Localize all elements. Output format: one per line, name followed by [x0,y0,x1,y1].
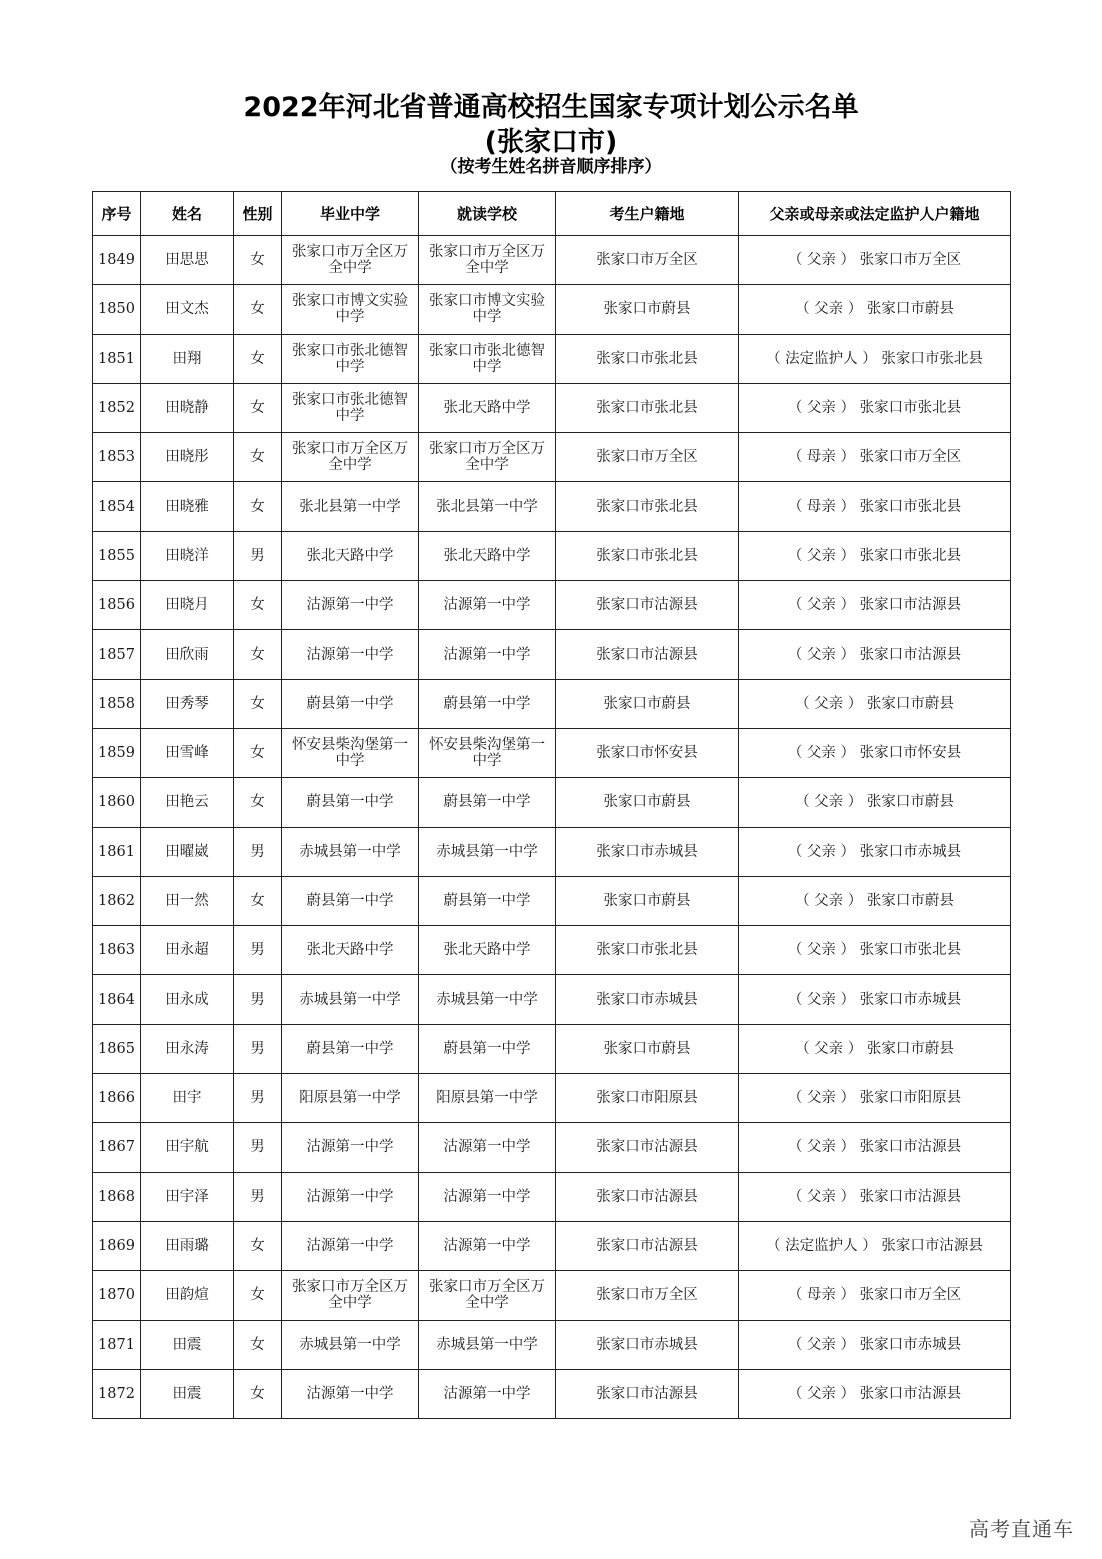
row-index: 1850 [93,285,141,334]
gender: 男 [234,975,282,1024]
gender: 女 [234,1320,282,1369]
graduation-school: 沽源第一中学 [282,581,419,630]
household-registration: 张家口市赤城县 [556,1320,739,1369]
table-row [93,728,1011,777]
gender: 女 [234,285,282,334]
graduation-school: 怀安县柴沟堡第一中学 [282,728,419,777]
gender: 女 [234,433,282,482]
graduation-school: 蔚县第一中学 [282,876,419,925]
current-school: 沽源第一中学 [419,581,556,630]
current-school: 沽源第一中学 [419,1123,556,1172]
graduation-school: 蔚县第一中学 [282,679,419,728]
gender: 女 [234,334,282,383]
current-school: 张北天路中学 [419,926,556,975]
gender: 男 [234,1172,282,1221]
row-index: 1852 [93,383,141,432]
student-name: 田雪峰 [141,728,234,777]
graduation-school: 张北县第一中学 [282,482,419,531]
header-household-registration: 考生户籍地 [556,192,739,236]
table-row [93,433,1011,482]
household-registration: 张家口市蔚县 [556,778,739,827]
table-row [93,531,1011,580]
row-index: 1849 [93,236,141,285]
household-registration: 张家口市沽源县 [556,1123,739,1172]
graduation-school: 沽源第一中学 [282,630,419,679]
guardian-registration: （ 父亲 ） 张家口市沽源县 [739,581,1011,630]
table-row [93,581,1011,630]
graduation-school: 张北天路中学 [282,926,419,975]
guardian-registration: （ 父亲 ） 张家口市赤城县 [739,975,1011,1024]
table-row [93,679,1011,728]
current-school: 沽源第一中学 [419,1369,556,1418]
table-row [93,285,1011,334]
student-name: 田晓彤 [141,433,234,482]
row-index: 1860 [93,778,141,827]
student-name: 田一然 [141,876,234,925]
guardian-registration: （ 父亲 ） 张家口市蔚县 [739,679,1011,728]
household-registration: 张家口市阳原县 [556,1074,739,1123]
graduation-school: 阳原县第一中学 [282,1074,419,1123]
gender: 男 [234,531,282,580]
row-index: 1856 [93,581,141,630]
student-name: 田翔 [141,334,234,383]
row-index: 1858 [93,679,141,728]
table-row [93,778,1011,827]
household-registration: 张家口市蔚县 [556,285,739,334]
graduation-school: 张家口市万全区万全中学 [282,1271,419,1320]
student-name: 田永涛 [141,1024,234,1073]
guardian-registration: （ 父亲 ） 张家口市张北县 [739,926,1011,975]
row-index: 1868 [93,1172,141,1221]
roster-table [92,191,1011,1419]
current-school: 张家口市万全区万全中学 [419,236,556,285]
student-name: 田震 [141,1369,234,1418]
household-registration: 张家口市蔚县 [556,1024,739,1073]
guardian-registration: （ 父亲 ） 张家口市怀安县 [739,728,1011,777]
gender: 女 [234,728,282,777]
household-registration: 张家口市张北县 [556,334,739,383]
sort-note: （按考生姓名拼音顺序排序） [440,157,662,177]
row-index: 1867 [93,1123,141,1172]
student-name: 田晓雅 [141,482,234,531]
gender: 女 [234,1271,282,1320]
household-registration: 张家口市沽源县 [556,1221,739,1270]
household-registration: 张家口市张北县 [556,531,739,580]
guardian-registration: （ 父亲 ） 张家口市沽源县 [739,1123,1011,1172]
gender: 男 [234,1024,282,1073]
household-registration: 张家口市万全区 [556,1271,739,1320]
household-registration: 张家口市沽源县 [556,581,739,630]
table-row [93,876,1011,925]
student-name: 田雨璐 [141,1221,234,1270]
table-header-row [93,192,1011,236]
guardian-registration: （ 法定监护人 ） 张家口市沽源县 [739,1221,1011,1270]
guardian-registration: （ 父亲 ） 张家口市沽源县 [739,1172,1011,1221]
household-registration: 张家口市赤城县 [556,827,739,876]
document-subtitle: (张家口市) [484,127,618,158]
graduation-school: 蔚县第一中学 [282,778,419,827]
guardian-registration: （ 父亲 ） 张家口市张北县 [739,383,1011,432]
current-school: 张家口市博文实验中学 [419,285,556,334]
row-index: 1851 [93,334,141,383]
household-registration: 张家口市沽源县 [556,630,739,679]
current-school: 张北天路中学 [419,383,556,432]
current-school: 赤城县第一中学 [419,827,556,876]
graduation-school: 张家口市万全区万全中学 [282,433,419,482]
student-name: 田永成 [141,975,234,1024]
gender: 男 [234,1074,282,1123]
guardian-registration: （ 母亲 ） 张家口市张北县 [739,482,1011,531]
household-registration: 张家口市赤城县 [556,975,739,1024]
table-row [93,236,1011,285]
household-registration: 张家口市怀安县 [556,728,739,777]
table-row [93,1172,1011,1221]
student-name: 田秀琴 [141,679,234,728]
household-registration: 张家口市张北县 [556,383,739,432]
header-current-school: 就读学校 [419,192,556,236]
row-index: 1861 [93,827,141,876]
guardian-registration: （ 父亲 ） 张家口市赤城县 [739,827,1011,876]
table-row [93,1221,1011,1270]
student-name: 田晓洋 [141,531,234,580]
gender: 男 [234,1123,282,1172]
table-row [93,1074,1011,1123]
graduation-school: 张家口市万全区万全中学 [282,236,419,285]
student-name: 田思思 [141,236,234,285]
guardian-registration: （ 父亲 ） 张家口市蔚县 [739,285,1011,334]
household-registration: 张家口市沽源县 [556,1369,739,1418]
gender: 女 [234,482,282,531]
watermark-brand: 高考直通车 [969,1517,1074,1541]
gender: 女 [234,581,282,630]
table-row [93,334,1011,383]
student-name: 田宇航 [141,1123,234,1172]
current-school: 蔚县第一中学 [419,778,556,827]
student-name: 田晓静 [141,383,234,432]
household-registration: 张家口市沽源县 [556,1172,739,1221]
graduation-school: 张家口市张北德智中学 [282,334,419,383]
guardian-registration: （ 母亲 ） 张家口市万全区 [739,433,1011,482]
gender: 男 [234,827,282,876]
current-school: 赤城县第一中学 [419,1320,556,1369]
household-registration: 张家口市万全区 [556,433,739,482]
graduation-school: 张北天路中学 [282,531,419,580]
guardian-registration: （ 父亲 ） 张家口市沽源县 [739,1369,1011,1418]
graduation-school: 赤城县第一中学 [282,975,419,1024]
graduation-school: 蔚县第一中学 [282,1024,419,1073]
row-index: 1862 [93,876,141,925]
gender: 女 [234,383,282,432]
gender: 女 [234,876,282,925]
row-index: 1869 [93,1221,141,1270]
header-gender: 性别 [234,192,282,236]
student-name: 田震 [141,1320,234,1369]
header-name: 姓名 [141,192,234,236]
current-school: 沽源第一中学 [419,1221,556,1270]
table-row [93,1369,1011,1418]
guardian-registration: （ 法定监护人 ） 张家口市张北县 [739,334,1011,383]
gender: 女 [234,1221,282,1270]
row-index: 1855 [93,531,141,580]
guardian-registration: （ 父亲 ） 张家口市蔚县 [739,1024,1011,1073]
current-school: 蔚县第一中学 [419,679,556,728]
gender: 女 [234,236,282,285]
table-row [93,383,1011,432]
row-index: 1871 [93,1320,141,1369]
table-row [93,926,1011,975]
row-index: 1859 [93,728,141,777]
row-index: 1853 [93,433,141,482]
current-school: 蔚县第一中学 [419,876,556,925]
gender: 女 [234,630,282,679]
table-row [93,1320,1011,1369]
current-school: 怀安县柴沟堡第一中学 [419,728,556,777]
guardian-registration: （ 父亲 ） 张家口市蔚县 [739,876,1011,925]
household-registration: 张家口市万全区 [556,236,739,285]
row-index: 1866 [93,1074,141,1123]
graduation-school: 张家口市博文实验中学 [282,285,419,334]
current-school: 沽源第一中学 [419,630,556,679]
gender: 女 [234,778,282,827]
header-guardian-registration: 父亲或母亲或法定监护人户籍地 [739,192,1011,236]
current-school: 张家口市万全区万全中学 [419,1271,556,1320]
row-index: 1865 [93,1024,141,1073]
row-index: 1854 [93,482,141,531]
student-name: 田永超 [141,926,234,975]
current-school: 沽源第一中学 [419,1172,556,1221]
household-registration: 张家口市张北县 [556,926,739,975]
table-row [93,1123,1011,1172]
guardian-registration: （ 父亲 ） 张家口市万全区 [739,236,1011,285]
gender: 女 [234,679,282,728]
student-name: 田晓月 [141,581,234,630]
household-registration: 张家口市蔚县 [556,876,739,925]
student-name: 田宇泽 [141,1172,234,1221]
graduation-school: 沽源第一中学 [282,1123,419,1172]
row-index: 1857 [93,630,141,679]
student-name: 田韵煊 [141,1271,234,1320]
table-body [93,236,1011,1419]
table-row [93,1024,1011,1073]
guardian-registration: （ 母亲 ） 张家口市万全区 [739,1271,1011,1320]
row-index: 1872 [93,1369,141,1418]
student-name: 田文杰 [141,285,234,334]
current-school: 阳原县第一中学 [419,1074,556,1123]
gender: 女 [234,1369,282,1418]
household-registration: 张家口市张北县 [556,482,739,531]
graduation-school: 赤城县第一中学 [282,827,419,876]
current-school: 张北县第一中学 [419,482,556,531]
graduation-school: 张家口市张北德智中学 [282,383,419,432]
graduation-school: 沽源第一中学 [282,1172,419,1221]
student-name: 田曜崴 [141,827,234,876]
table-row [93,975,1011,1024]
current-school: 张北天路中学 [419,531,556,580]
header-graduation-school: 毕业中学 [282,192,419,236]
graduation-school: 赤城县第一中学 [282,1320,419,1369]
table-row [93,482,1011,531]
gender: 男 [234,926,282,975]
header-index: 序号 [93,192,141,236]
guardian-registration: （ 父亲 ） 张家口市张北县 [739,531,1011,580]
graduation-school: 沽源第一中学 [282,1369,419,1418]
row-index: 1870 [93,1271,141,1320]
row-index: 1863 [93,926,141,975]
current-school: 赤城县第一中学 [419,975,556,1024]
guardian-registration: （ 父亲 ） 张家口市阳原县 [739,1074,1011,1123]
table-row [93,827,1011,876]
row-index: 1864 [93,975,141,1024]
guardian-registration: （ 父亲 ） 张家口市赤城县 [739,1320,1011,1369]
guardian-registration: （ 父亲 ） 张家口市沽源县 [739,630,1011,679]
graduation-school: 沽源第一中学 [282,1221,419,1270]
current-school: 张家口市万全区万全中学 [419,433,556,482]
table-row [93,1271,1011,1320]
guardian-registration: （ 父亲 ） 张家口市蔚县 [739,778,1011,827]
student-name: 田欣雨 [141,630,234,679]
current-school: 张家口市张北德智中学 [419,334,556,383]
table-row [93,630,1011,679]
document-title: 2022年河北省普通高校招生国家专项计划公示名单 [243,92,859,123]
current-school: 蔚县第一中学 [419,1024,556,1073]
household-registration: 张家口市蔚县 [556,679,739,728]
student-name: 田艳云 [141,778,234,827]
student-name: 田宇 [141,1074,234,1123]
